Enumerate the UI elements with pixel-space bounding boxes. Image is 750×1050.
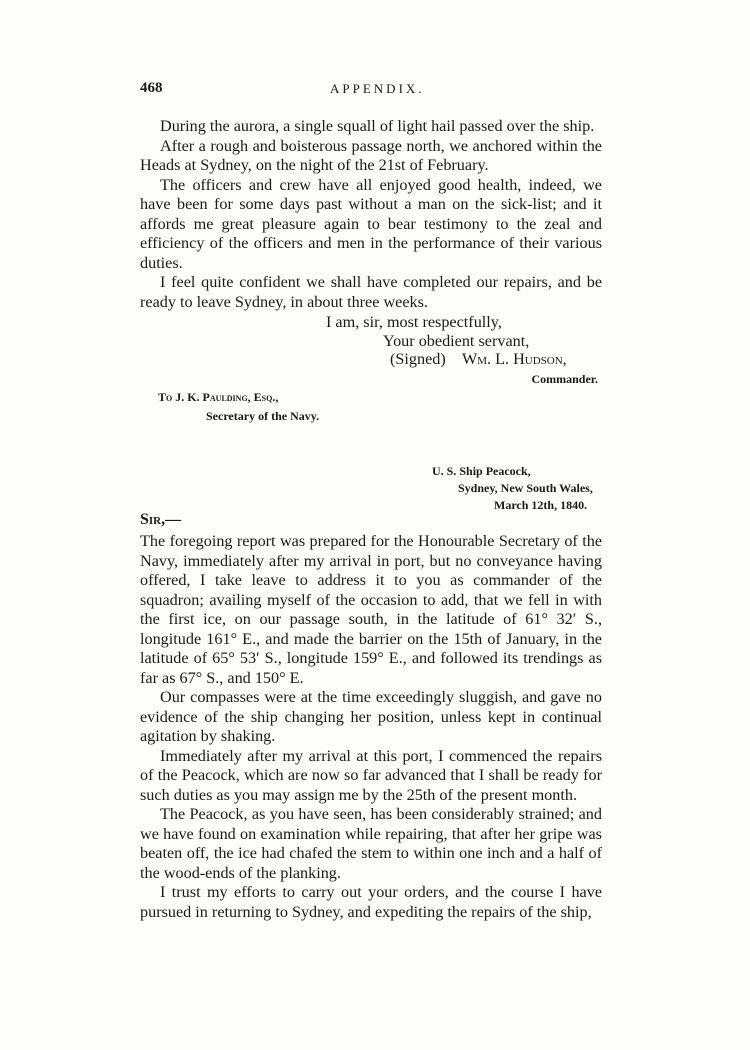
paragraph: I trust my efforts to carry out your orders, and the course I have pursued in returning to Sydney, and expediting the repairs of the ship, — [140, 883, 602, 921]
addressee — [158, 388, 319, 426]
dateline-line: March 12th, 1840. — [494, 498, 588, 512]
paragraph: The foregoing report was prepared for the Honourable Secretary of the Navy, immediately after my arrival in port, but no conveyance having offered, I take leave to address it to you as commander of the squadron; availing myself of the occasion to add, that we fell in with the first ice, on our passage south, in the latitude of 61° 32′ S., longitude 161° E., and made the barrier on the 15th of January, in the latitude of 65° 53′ S., longitude 159° E., and followed its trendings as far as 67° S., and 150° E. — [140, 532, 602, 687]
paragraph: Immediately after my arrival at this port, I commenced the repairs of the Peacock, which are now so far advanced that I shall be ready for such duties as you may assign me by the 25th of the present month. — [140, 746, 602, 804]
signer-rank: Commander. — [531, 372, 598, 386]
signer-name: Wm. L. Hudson, — [461, 350, 567, 368]
dateline-line: U. S. Ship Peacock, — [432, 464, 531, 478]
paragraph: After a rough and boisterous passage north, we anchored within the Heads at Sydney, on the night of the 21st of February. — [140, 136, 602, 174]
closing-line: Your obedient servant, — [383, 332, 530, 350]
addressee-line: To J. K. Paulding, Esq., — [158, 390, 279, 404]
addressee-line: Secretary of the Navy. — [206, 409, 320, 423]
paragraph: The Peacock, as you have seen, has been considerably strained; and we have found on examination while repairing, that after her gripe was beaten off, the ice had chafed the stem to within one inch and a half of the wood-ends of the planking. — [140, 805, 602, 882]
dateline-line: Sydney, New South Wales, — [458, 481, 593, 495]
page-number: 468 — [140, 80, 163, 96]
paragraph: Our compasses were at the time exceedingly sluggish, and gave no evidence of the ship changing her position, unless kept in continual agitation by shaking. — [140, 688, 602, 745]
signature-line — [140, 350, 750, 370]
letter-body-peacock — [140, 532, 602, 922]
paragraph: The officers and crew have all enjoyed good health, indeed, we have been for some days past without a man on the sick-list; and it affords me great pleasure again to bear testimony to the zeal and efficiency of the officers and men in the performance of their various duties. — [140, 175, 602, 272]
page-header — [140, 80, 630, 102]
salutation: Sir,— — [140, 511, 182, 528]
paragraph: I feel quite confident we shall have completed our repairs, and be ready to leave Sydney, in about three weeks. — [140, 273, 602, 311]
signed-label: (Signed) — [390, 350, 446, 368]
letter-body-hudson — [140, 117, 602, 312]
running-head: APPENDIX. — [330, 81, 425, 96]
closing-line: I am, sir, most respectfully, — [326, 313, 502, 331]
dateline — [432, 463, 593, 514]
paragraph: During the aurora, a single squall of light hail passed over the ship. — [160, 117, 595, 135]
